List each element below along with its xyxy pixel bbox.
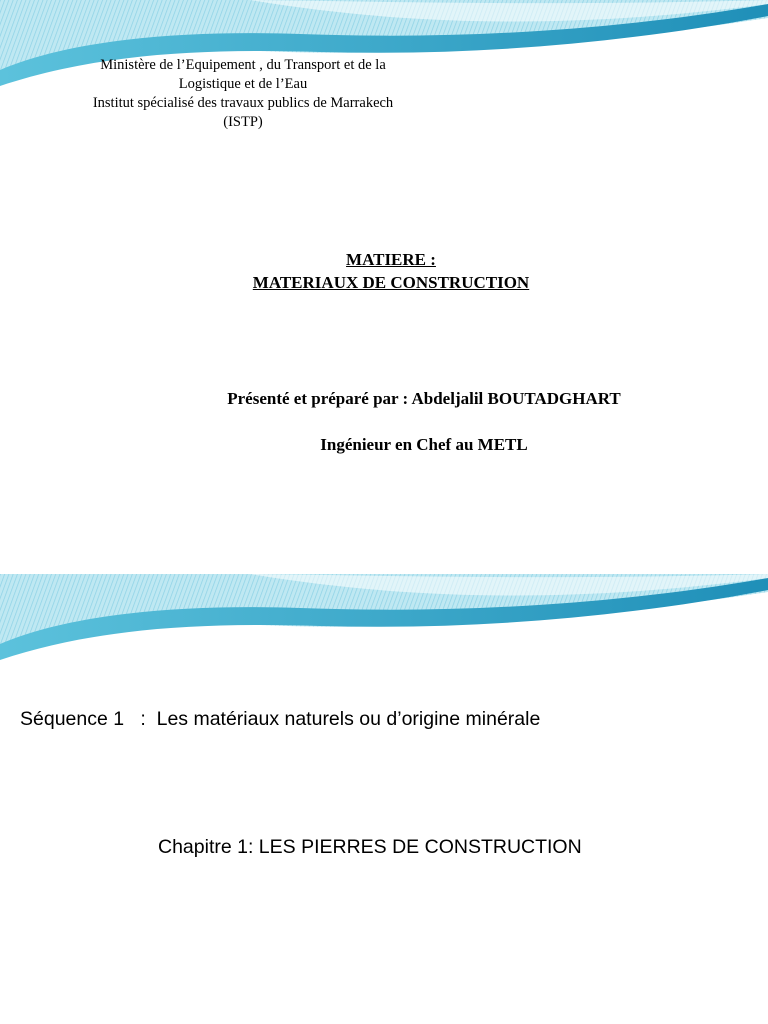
author-line: Présenté et préparé par : Abdeljalil BOUTADGHART <box>227 389 621 408</box>
sequence-title: Séquence 1 : Les matériaux naturels ou d’origine minérale <box>20 708 541 730</box>
chapter-title: Chapitre 1: LES PIERRES DE CONSTRUCTION <box>158 836 582 858</box>
author-title: Ingénieur en Chef au METL <box>320 435 528 454</box>
wave-banner-decoration <box>0 574 768 674</box>
ministry-line-2: Logistique et de l’Eau <box>178 76 308 92</box>
ministry-line-1: Ministère de l’Equipement , du Transport et de la <box>100 57 386 73</box>
matiere-label: MATIERE : <box>346 250 436 269</box>
institute-name: Institut spécialisé des travaux publics de Marrakech <box>92 95 394 111</box>
institute-acronym: (ISTP) <box>223 114 263 130</box>
slide-2 <box>0 574 768 1024</box>
institution-header <box>40 56 446 132</box>
course-title: MATERIAUX DE CONSTRUCTION <box>252 273 530 292</box>
